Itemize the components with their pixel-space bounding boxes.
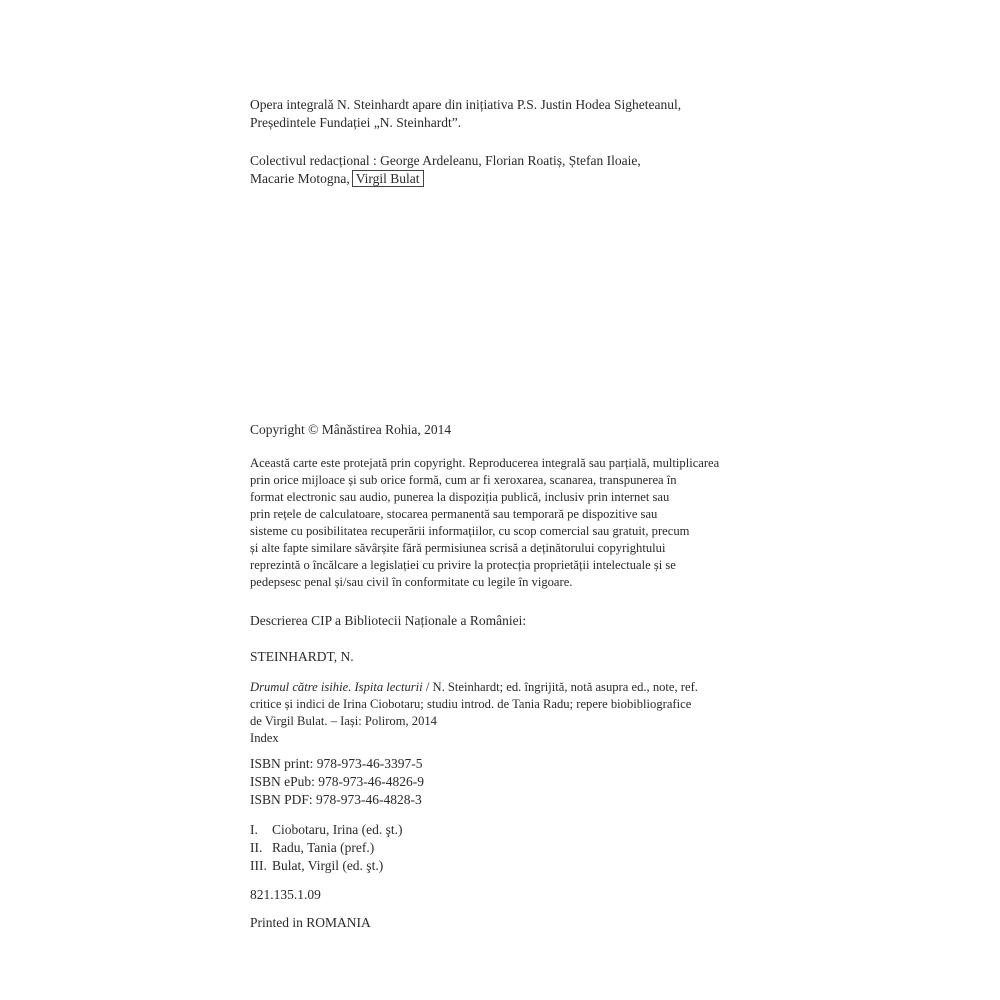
editorial-line-1: Colectivul redacțional : George Ardeleanu, Florian Roatiș, Ștefan Iloaie, — [250, 153, 641, 168]
contributor-name: Ciobotaru, Irina (ed. şt.) — [272, 822, 403, 837]
notice-line: pedepsesc penal și/sau civil în conformitate cu legile în vigoare. — [250, 575, 573, 589]
contributor-name: Bulat, Virgil (ed. şt.) — [272, 858, 384, 873]
cip-title-line — [250, 679, 750, 696]
copyright-line: Copyright © Mânăstirea Rohia, 2014 — [250, 422, 452, 437]
cip-author: STEINHARDT, N. — [250, 649, 354, 664]
notice-line: format electronic sau audio, punerea la dispoziția publică, inclusiv prin internet sau — [250, 490, 670, 504]
cip-desc-line-2: critice și indici de Irina Ciobotaru; studiu introd. de Tania Radu; repere biobibliografice — [250, 697, 692, 711]
isbn-print: ISBN print: 978-973-46-3397-5 — [250, 756, 423, 771]
intro-line-2: Președintele Fundației „N. Steinhardt”. — [250, 115, 462, 130]
contributor-row — [250, 857, 750, 875]
boxed-name: Virgil Bulat — [352, 170, 424, 187]
contributor-name: Radu, Tania (pref.) — [272, 840, 375, 855]
notice-line: prin orice mijloace și sub orice formă, cum ar fi xeroxarea, scanarea, transpunerea în — [250, 473, 677, 487]
cip-header-block — [250, 612, 750, 630]
cip-description — [250, 679, 750, 747]
contributor-row — [250, 839, 750, 857]
contributors-block — [250, 821, 750, 875]
notice-line: prin rețele de calculatoare, stocarea permanentă sau temporară pe dispozitive sau — [250, 507, 658, 521]
notice-line: reprezintă o încălcare a legislației cu privire la protecția proprietății intelectuale și se — [250, 558, 676, 572]
intro-line-1: Opera integrală N. Steinhardt apare din inițiativa P.S. Justin Hodea Sigheteanul, — [250, 97, 682, 112]
isbn-block — [250, 755, 750, 809]
cip-index-line: Index — [250, 731, 279, 745]
cip-title-rest: / N. Steinhardt; ed. îngrijită, notă asupra ed., note, ref. — [422, 680, 698, 694]
copyright-block — [250, 421, 750, 439]
contributor-num: II. — [250, 840, 263, 855]
contributor-num: I. — [250, 822, 258, 837]
editorial-line-2-prefix: Macarie Motogna, — [250, 171, 350, 186]
copyright-notice — [250, 455, 750, 591]
isbn-pdf: ISBN PDF: 978-973-46-4828-3 — [250, 792, 422, 807]
book-title: Drumul către isihie. Ispita lecturii — [250, 680, 423, 694]
cip-header: Descrierea CIP a Bibliotecii Naționale a României: — [250, 613, 527, 628]
classification-code: 821.135.1.09 — [250, 887, 321, 902]
editorial-line-2 — [250, 170, 750, 188]
isbn-epub: ISBN ePub: 978-973-46-4826-9 — [250, 774, 424, 789]
intro-block — [250, 96, 750, 132]
notice-line: Această carte este protejată prin copyright. Reproducerea integrală sau parțială, multiplicarea — [250, 456, 720, 470]
printed-block — [250, 914, 750, 932]
notice-line: sisteme cu posibilitatea recuperării informațiilor, cu scop comercial sau gratuit, precum — [250, 524, 690, 538]
contributor-row — [250, 821, 750, 839]
notice-line: și alte fapte similare săvârșite fără permisiunea scrisă a deținătorului copyrightului — [250, 541, 666, 555]
cip-author-block — [250, 648, 750, 666]
classification-block — [250, 886, 750, 904]
editorial-block — [250, 152, 750, 188]
contributor-num: III. — [250, 858, 267, 873]
cip-desc-line-3: de Virgil Bulat. – Iași: Polirom, 2014 — [250, 714, 437, 728]
printed-in: Printed in ROMANIA — [250, 915, 371, 930]
